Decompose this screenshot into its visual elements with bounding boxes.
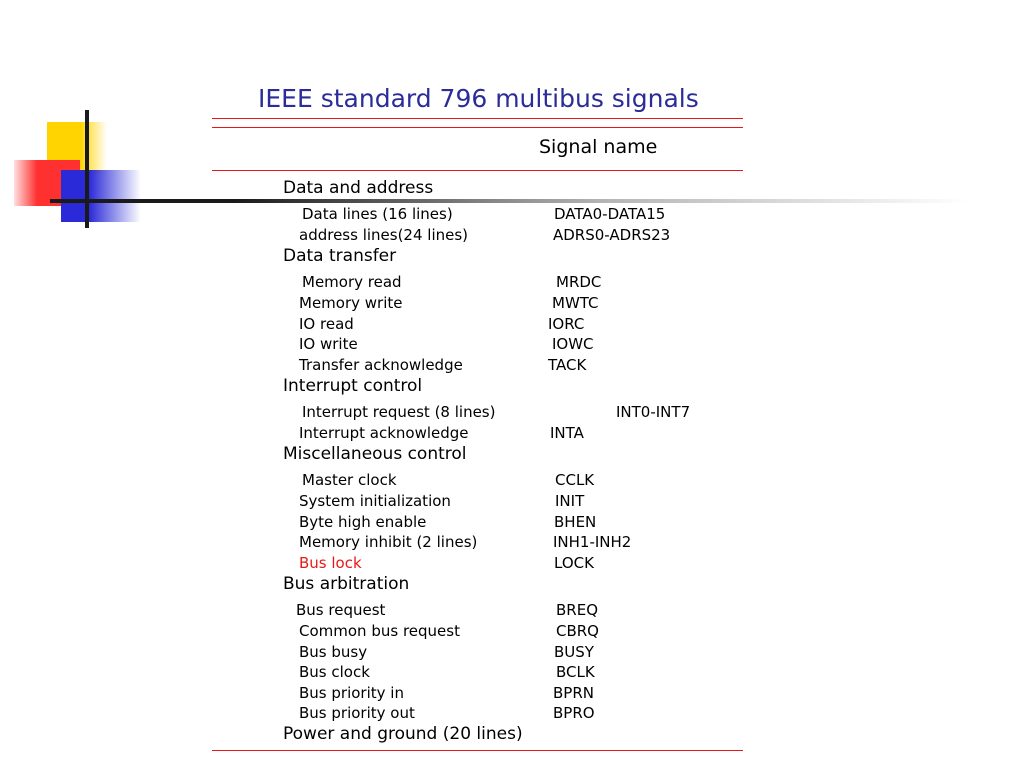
header-rule xyxy=(212,170,743,171)
row-label-io-read: IO read xyxy=(299,315,354,333)
row-signal-common-bus-request: CBRQ xyxy=(556,622,599,640)
row-signal-memory-read: MRDC xyxy=(556,273,602,291)
row-signal-io-read: IORC xyxy=(548,315,585,333)
row-signal-transfer-ack: TACK xyxy=(548,356,587,374)
row-label-bus-priority-in: Bus priority in xyxy=(299,684,404,702)
row-signal-memory-write: MWTC xyxy=(552,294,599,312)
row-signal-interrupt-request: INT0-INT7 xyxy=(616,403,691,421)
decor-blue-square xyxy=(61,170,141,222)
slide-title: IEEE standard 796 multibus signals xyxy=(258,84,699,113)
category-data-transfer: Data transfer xyxy=(283,246,397,266)
row-label-bus-request: Bus request xyxy=(296,601,386,619)
decor-vertical-line xyxy=(85,110,89,228)
row-signal-data-lines: DATA0-DATA15 xyxy=(554,205,666,223)
row-label-bus-priority-out: Bus priority out xyxy=(299,704,415,722)
column-header-signal-name: Signal name xyxy=(539,136,658,158)
row-label-memory-read: Memory read xyxy=(302,273,402,291)
row-label-byte-high: Byte high enable xyxy=(299,513,427,531)
category-data-address: Data and address xyxy=(283,178,434,198)
category-bus-arbitration: Bus arbitration xyxy=(283,574,410,594)
row-signal-bus-lock: LOCK xyxy=(554,554,594,572)
row-signal-bus-request: BREQ xyxy=(556,601,598,619)
row-label-data-lines: Data lines (16 lines) xyxy=(302,205,453,223)
category-misc-control: Miscellaneous control xyxy=(283,444,467,464)
row-signal-memory-inhibit: INH1-INH2 xyxy=(553,533,632,551)
row-signal-system-init: INIT xyxy=(555,492,585,510)
row-signal-bus-clock: BCLK xyxy=(556,663,595,681)
row-signal-bus-priority-in: BPRN xyxy=(553,684,594,702)
category-interrupt-control: Interrupt control xyxy=(283,376,423,396)
row-label-interrupt-ack: Interrupt acknowledge xyxy=(299,424,469,442)
row-label-bus-clock: Bus clock xyxy=(299,663,370,681)
row-signal-address-lines: ADRS0-ADRS23 xyxy=(553,226,671,244)
row-signal-interrupt-ack: INTA xyxy=(550,424,584,442)
row-signal-bus-priority-out: BPRO xyxy=(553,704,595,722)
row-signal-bus-busy: BUSY xyxy=(554,643,594,661)
row-label-bus-lock: Bus lock xyxy=(299,554,362,572)
row-label-system-init: System initialization xyxy=(299,492,451,510)
bottom-rule xyxy=(212,750,743,751)
row-signal-master-clock: CCLK xyxy=(555,471,595,489)
row-label-address-lines: address lines(24 lines) xyxy=(299,226,469,244)
row-label-master-clock: Master clock xyxy=(302,471,397,489)
category-power-ground: Power and ground (20 lines) xyxy=(283,724,523,744)
decor-horizontal-line xyxy=(50,199,970,203)
title-rule-lower xyxy=(212,127,743,128)
row-label-common-bus-request: Common bus request xyxy=(299,622,460,640)
row-label-bus-busy: Bus busy xyxy=(299,643,368,661)
row-signal-io-write: IOWC xyxy=(552,335,594,353)
title-rule-upper xyxy=(212,118,743,119)
row-label-io-write: IO write xyxy=(299,335,358,353)
row-label-interrupt-request: Interrupt request (8 lines) xyxy=(302,403,496,421)
row-label-memory-write: Memory write xyxy=(299,294,403,312)
row-signal-byte-high: BHEN xyxy=(554,513,597,531)
row-label-memory-inhibit: Memory inhibit (2 lines) xyxy=(299,533,478,551)
row-label-transfer-ack: Transfer acknowledge xyxy=(299,356,463,374)
